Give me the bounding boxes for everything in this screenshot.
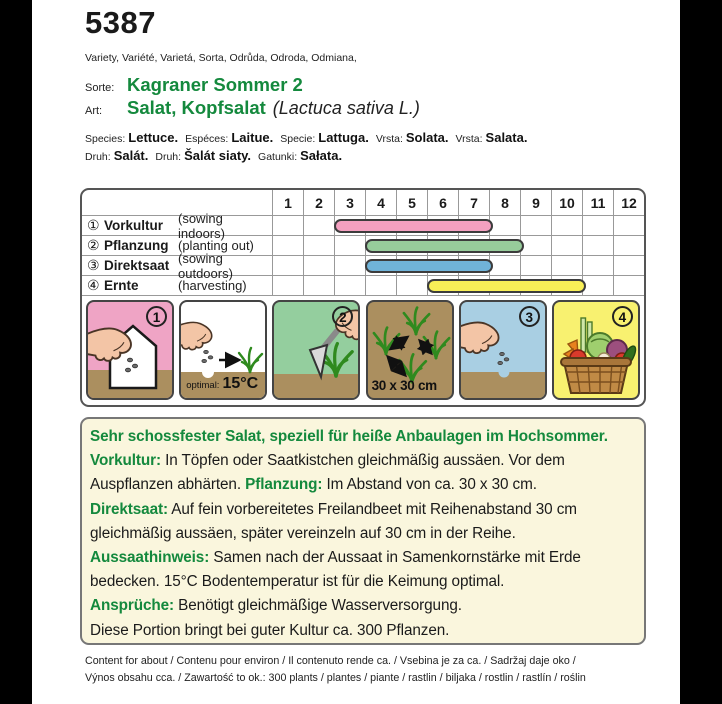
calendar-cell	[396, 276, 427, 296]
calendar-row	[82, 250, 644, 281]
step-badge-1: 1	[146, 306, 167, 327]
step-badge-3: 3	[519, 306, 540, 327]
calendar-cell	[272, 236, 303, 256]
month-9: 9	[520, 190, 551, 216]
content-footer-line-2: Výnos obsahu cca. / Zawartość to ok.: 300 plants / plantes / piante / rastlin / biljaka / rostlin / rastlín / roślin	[85, 672, 586, 684]
row-number-icon: ②	[87, 237, 100, 253]
row-number-icon: ③	[87, 257, 100, 273]
article-number: 5387	[85, 5, 156, 40]
calendar-cell	[272, 216, 303, 236]
species-value: Sałata.	[300, 148, 343, 163]
species-value: Šalát siaty.	[184, 148, 252, 163]
species-label: Druh:	[85, 151, 111, 163]
month-1: 1	[272, 190, 303, 216]
calendar-cell	[551, 216, 582, 236]
calendar-cell	[303, 256, 334, 276]
calendar-cell	[272, 256, 303, 276]
description-keyword: Aussaathinweis:	[90, 548, 210, 566]
optimal-temperature-caption	[186, 375, 258, 393]
calendar-cell	[272, 276, 303, 296]
pictogram-plant-spacing	[366, 300, 454, 400]
culture-description-box	[80, 417, 646, 645]
calendar-cell	[365, 276, 396, 296]
calendar-cell	[582, 256, 613, 276]
row-number-icon: ④	[87, 277, 100, 293]
description-line	[90, 522, 644, 546]
species-latin-name: (Lactuca sativa L.)	[272, 98, 420, 118]
calendar-cell	[520, 256, 551, 276]
description-text: Auspflanzen abhärten.	[90, 476, 246, 494]
species-translations-line-1	[85, 129, 534, 147]
step-badge-4: 4	[612, 306, 633, 327]
calendar-row-track	[272, 216, 644, 236]
pictogram-harvest-basket	[552, 300, 640, 400]
row-name-en: (planting out)	[178, 238, 254, 253]
sorte-label: Sorte:	[85, 82, 115, 94]
species-label: Species:	[85, 133, 126, 145]
description-line	[90, 594, 644, 618]
species-value: Salát.	[113, 148, 149, 163]
row-name-en: (sowing indoors)	[178, 210, 225, 241]
description-text: bedecken. 15°C Bodentemperatur ist für die Keimung optimal.	[90, 573, 505, 591]
species-value: Laitue.	[231, 130, 274, 145]
description-keyword: Pflanzung:	[245, 476, 323, 494]
month-7: 7	[458, 190, 489, 216]
description-text: gleichmäßig aussäen, später vereinzeln auf 30 cm in der Reihe.	[90, 524, 516, 542]
calendar-grid	[82, 190, 644, 296]
period-bar	[427, 279, 586, 293]
calendar-cell	[582, 276, 613, 296]
art-row	[85, 97, 420, 119]
description-text: In Töpfen oder Saatkistchen gleichmäßig aussäen. Vor dem	[160, 452, 565, 470]
description-text: Auf fein vorbereitetes Freilandbeet mit Reihenabstand 30 cm	[167, 500, 577, 518]
calendar-cell	[489, 216, 520, 236]
period-bar	[365, 239, 524, 253]
calendar-row	[82, 276, 644, 296]
calendar-row-label	[82, 276, 272, 296]
month-6: 6	[427, 190, 458, 216]
species-label: Espéces:	[185, 133, 229, 145]
optimal-value: 15°C	[222, 375, 259, 392]
variety-name: Kagraner Sommer 2	[127, 74, 303, 95]
content-footer-line-1: Content for about / Contenu pour environ / Il contenuto rende ca. / Vsebina je za ca. / Sadržaj daje oko /	[85, 655, 576, 667]
calendar-cell	[613, 216, 644, 236]
calendar-cell	[303, 216, 334, 236]
calendar-cell	[303, 236, 334, 256]
description-line	[90, 473, 644, 497]
calendar-cell	[520, 236, 551, 256]
pictogram-planting-out	[272, 300, 360, 400]
description-line	[90, 546, 644, 570]
calendar-row-track	[272, 236, 644, 256]
species-value: Lettuce.	[128, 130, 179, 145]
calendar-cell	[582, 216, 613, 236]
calendar-header-row	[82, 190, 644, 216]
pictogram-strip	[86, 300, 640, 400]
pictogram-optimal-temperature	[179, 300, 267, 400]
description-line	[90, 570, 644, 594]
description-text: Benötigt gleichmäßige Wasserversorgung.	[174, 597, 462, 615]
calendar-cell	[613, 256, 644, 276]
optimal-label: optimal:	[186, 380, 220, 391]
calendar-row	[82, 210, 644, 241]
description-line	[90, 425, 644, 449]
row-name-de: Direktsaat	[104, 258, 170, 273]
description-keyword: Vorkultur:	[90, 452, 161, 470]
sorte-row	[85, 74, 303, 96]
calendar-cell	[582, 236, 613, 256]
species-value: Salata.	[485, 130, 528, 145]
calendar-cell	[613, 236, 644, 256]
period-bar	[334, 219, 493, 233]
pictogram-sowing-indoors	[86, 300, 174, 400]
species-label: Gatunki:	[258, 151, 298, 163]
calendar-row	[82, 236, 644, 256]
row-name-de: Pflanzung	[104, 238, 169, 253]
description-keyword: Ansprüche:	[90, 597, 174, 615]
species-common-name: Salat, Kopfsalat	[127, 97, 266, 118]
pictogram-sowing-outdoors	[459, 300, 547, 400]
step-badge-2: 2	[332, 306, 353, 327]
calendar-row-track	[272, 256, 644, 276]
row-name-en: (sowing outdoors)	[178, 250, 233, 281]
row-name-de: Ernte	[104, 278, 139, 293]
month-11: 11	[582, 190, 613, 216]
calendar-row-label	[82, 210, 272, 241]
row-name-de: Vorkultur	[104, 218, 164, 233]
description-text: Samen nach der Aussaat in Samenkornstärke mit Erde	[209, 548, 581, 566]
calendar-cell	[551, 256, 582, 276]
species-value: Lattuga.	[318, 130, 369, 145]
calendar-month-header	[272, 190, 644, 216]
description-line	[90, 498, 644, 522]
spacing-caption: 30 x 30 cm	[371, 378, 437, 393]
species-label: Vrsta:	[375, 133, 403, 145]
sowing-calendar-box	[80, 188, 646, 407]
row-name-en: (harvesting)	[178, 278, 247, 293]
species-label: Druh:	[155, 151, 182, 163]
description-text: Diese Portion bringt bei guter Kultur ca. 300 Pflanzen.	[90, 621, 450, 639]
calendar-cell	[613, 276, 644, 296]
species-value: Solata.	[405, 130, 449, 145]
month-5: 5	[396, 190, 427, 216]
calendar-row-track	[272, 276, 644, 296]
calendar-cell	[334, 276, 365, 296]
calendar-cell	[489, 256, 520, 276]
month-2: 2	[303, 190, 334, 216]
month-4: 4	[365, 190, 396, 216]
calendar-cell	[334, 236, 365, 256]
description-keyword: Direktsaat:	[90, 500, 168, 518]
calendar-cell	[334, 256, 365, 276]
species-label: Vrsta:	[455, 133, 483, 145]
calendar-row-label	[82, 250, 272, 281]
description-keyword: Sehr schossfester Salat, speziell für heiße Anbaulagen im Hochsommer.	[90, 428, 608, 445]
variety-multilang-line: Variety, Variété, Varietá, Sorta, Odrůda, Odroda, Odmiana,	[85, 52, 357, 64]
month-3: 3	[334, 190, 365, 216]
art-label: Art:	[85, 105, 103, 117]
species-translations-line-2	[85, 147, 349, 165]
description-text: Im Abstand von ca. 30 x 30 cm.	[322, 476, 537, 494]
species-label: Specie:	[280, 133, 316, 145]
calendar-cell	[551, 236, 582, 256]
period-bar	[365, 259, 493, 273]
description-line	[90, 619, 644, 643]
row-number-icon: ①	[87, 217, 100, 233]
month-12: 12	[613, 190, 644, 216]
month-8: 8	[489, 190, 520, 216]
month-10: 10	[551, 190, 582, 216]
calendar-cell	[303, 276, 334, 296]
description-line	[90, 449, 644, 473]
calendar-cell	[520, 216, 551, 236]
